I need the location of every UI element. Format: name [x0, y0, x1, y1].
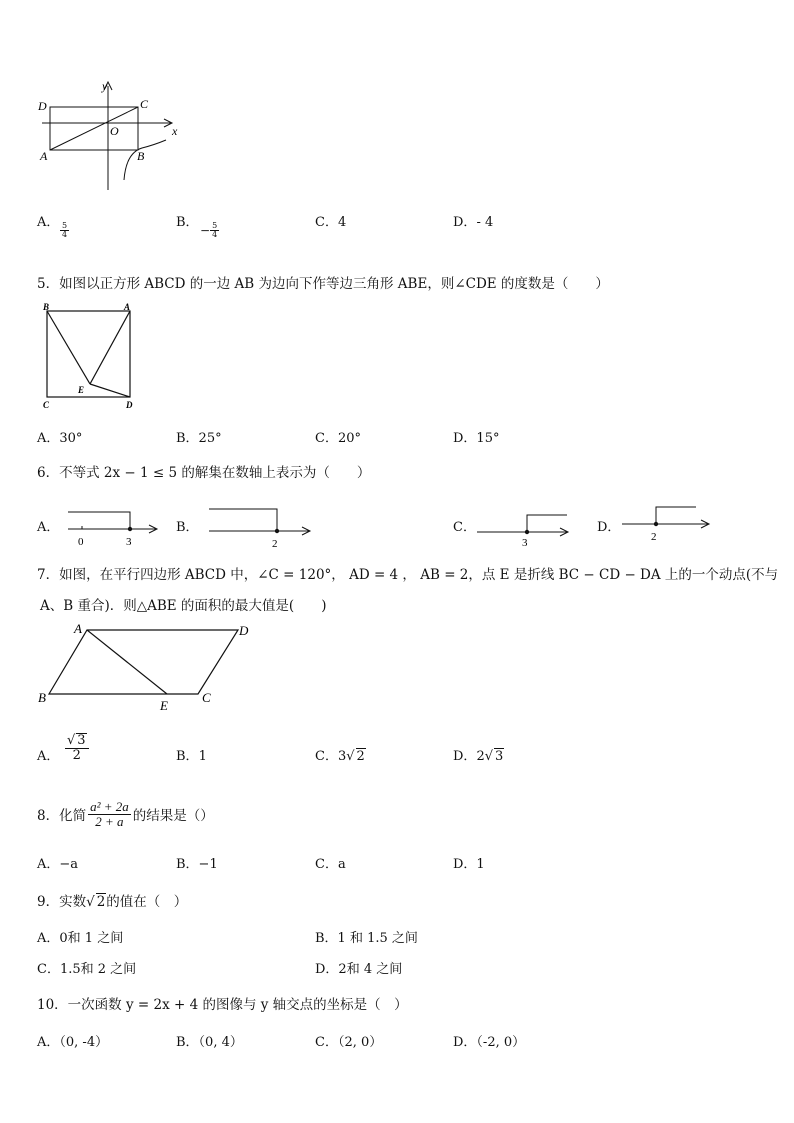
q7-question-line-2: A、B 重合)．则△ABE 的面积的最大值是( )	[40, 598, 327, 614]
hyperbola-curve	[124, 140, 166, 180]
q5-option-a[interactable]: A．30°	[37, 431, 83, 446]
svg-text:y: y	[102, 79, 108, 93]
segment-ed	[90, 384, 130, 397]
svg-text:2: 2	[272, 538, 278, 549]
q7-figure	[34, 618, 264, 716]
q9-option-b[interactable]: B．1 和 1.5 之间	[315, 931, 418, 946]
q5-option-b[interactable]: B．25°	[176, 431, 222, 446]
q6-option-a[interactable]: A．	[37, 520, 60, 535]
q4-option-c[interactable]: C．4	[315, 215, 347, 230]
segment-ae	[87, 630, 167, 694]
q8-option-b[interactable]: B．−1	[176, 857, 218, 872]
svg-text:E: E	[160, 698, 168, 713]
q6-number-line-a	[62, 505, 162, 547]
q8-question: 8．化简 $\frac{\text{a² + 2a}}{2 + a}$ 的结果是（）	[37, 799, 214, 829]
q9-option-d[interactable]: D．2和 4 之间	[315, 962, 403, 977]
square-abcd	[47, 311, 130, 397]
q10-option-c[interactable]: C．（2, 0）	[315, 1035, 383, 1050]
svg-text:B: B	[38, 690, 46, 705]
svg-text:C: C	[202, 690, 211, 705]
q8-option-c[interactable]: C．a	[315, 857, 346, 872]
svg-text:B: B	[43, 302, 50, 312]
svg-text:3: 3	[522, 537, 528, 549]
q6-number-line-d	[620, 503, 715, 545]
q4-option-d[interactable]: D．- 4	[453, 215, 494, 230]
q5-option-d[interactable]: D．15°	[453, 431, 500, 446]
q6-option-d[interactable]: D．	[597, 520, 621, 535]
svg-text:C: C	[43, 400, 50, 410]
q6-number-line-c	[473, 508, 573, 550]
q10-option-d[interactable]: D．（-2, 0）	[453, 1035, 526, 1050]
q5-option-c[interactable]: C．20°	[315, 431, 361, 446]
q10-option-a[interactable]: A．（0, -4）	[37, 1035, 109, 1050]
q6-number-line-b	[205, 505, 315, 549]
parallelogram-abcd	[49, 630, 238, 694]
q9-option-c[interactable]: C．1.5和 2 之间	[37, 962, 137, 977]
q8-option-a[interactable]: A．−a	[37, 857, 79, 872]
q8-option-d[interactable]: D．1	[453, 857, 485, 872]
q6-question-text: 6．不等式 2x − 1 ≤ 5 的解集在数轴上表示为（ ）	[37, 465, 371, 481]
q4-option-a-fraction: $\frac{5}{4}$	[62, 221, 68, 240]
q4-option-a[interactable]: A．	[37, 215, 60, 230]
svg-text:2: 2	[651, 531, 657, 543]
svg-text:3: 3	[126, 536, 132, 547]
svg-text:A: A	[124, 302, 131, 312]
q10-option-b[interactable]: B．（0, 4）	[176, 1035, 243, 1050]
q6-option-b[interactable]: B．	[176, 520, 199, 535]
q5-figure	[38, 300, 148, 415]
q9-option-a[interactable]: A．0和 1 之间	[37, 931, 124, 946]
svg-text:O: O	[110, 124, 119, 138]
q7-option-c[interactable]: C．3√ 2	[315, 749, 365, 764]
svg-text:E: E	[78, 385, 85, 395]
q7-option-a-fraction: $\frac{√ 3}{2}$	[65, 733, 89, 762]
q4-figure	[30, 78, 190, 196]
q4-option-b[interactable]: B．	[176, 215, 199, 230]
svg-text:x: x	[172, 124, 178, 138]
svg-text:A: A	[40, 149, 48, 163]
q6-option-c[interactable]: C．	[453, 520, 476, 535]
q7-option-d[interactable]: D．2√ 3	[453, 749, 504, 764]
diagonal-ac	[50, 107, 138, 150]
q5-question-text: 5．如图以正方形 ABCD 的一边 AB 为边向下作等边三角形 ABE，则∠CDE 的度数是（ ）	[37, 276, 609, 292]
svg-text:0: 0	[78, 536, 84, 547]
q7-option-a[interactable]: A．	[37, 749, 60, 764]
q9-question: 9．实数√ 2的值在（ ）	[37, 894, 188, 910]
q7-question-line-1: 7．如图，在平行四边形 ABCD 中，∠C = 120°， AD = 4 ， AB = 2，点 E 是折线 BC − CD − DA 上的一个动点(不与	[37, 567, 779, 583]
svg-text:B: B	[137, 149, 145, 163]
side-be	[47, 311, 90, 384]
svg-text:D: D	[38, 99, 47, 113]
q4-option-b-fraction: − $\frac{5}{4}$	[200, 221, 218, 240]
q10-question-text: 10．一次函数 y = 2x + 4 的图像与 y 轴交点的坐标是（ ）	[37, 997, 408, 1013]
svg-text:C: C	[140, 97, 149, 111]
svg-text:D: D	[239, 623, 249, 638]
svg-text:A: A	[74, 621, 82, 636]
side-ae	[90, 311, 130, 384]
svg-text:D: D	[126, 400, 133, 410]
q7-option-b[interactable]: B．1	[176, 749, 207, 764]
